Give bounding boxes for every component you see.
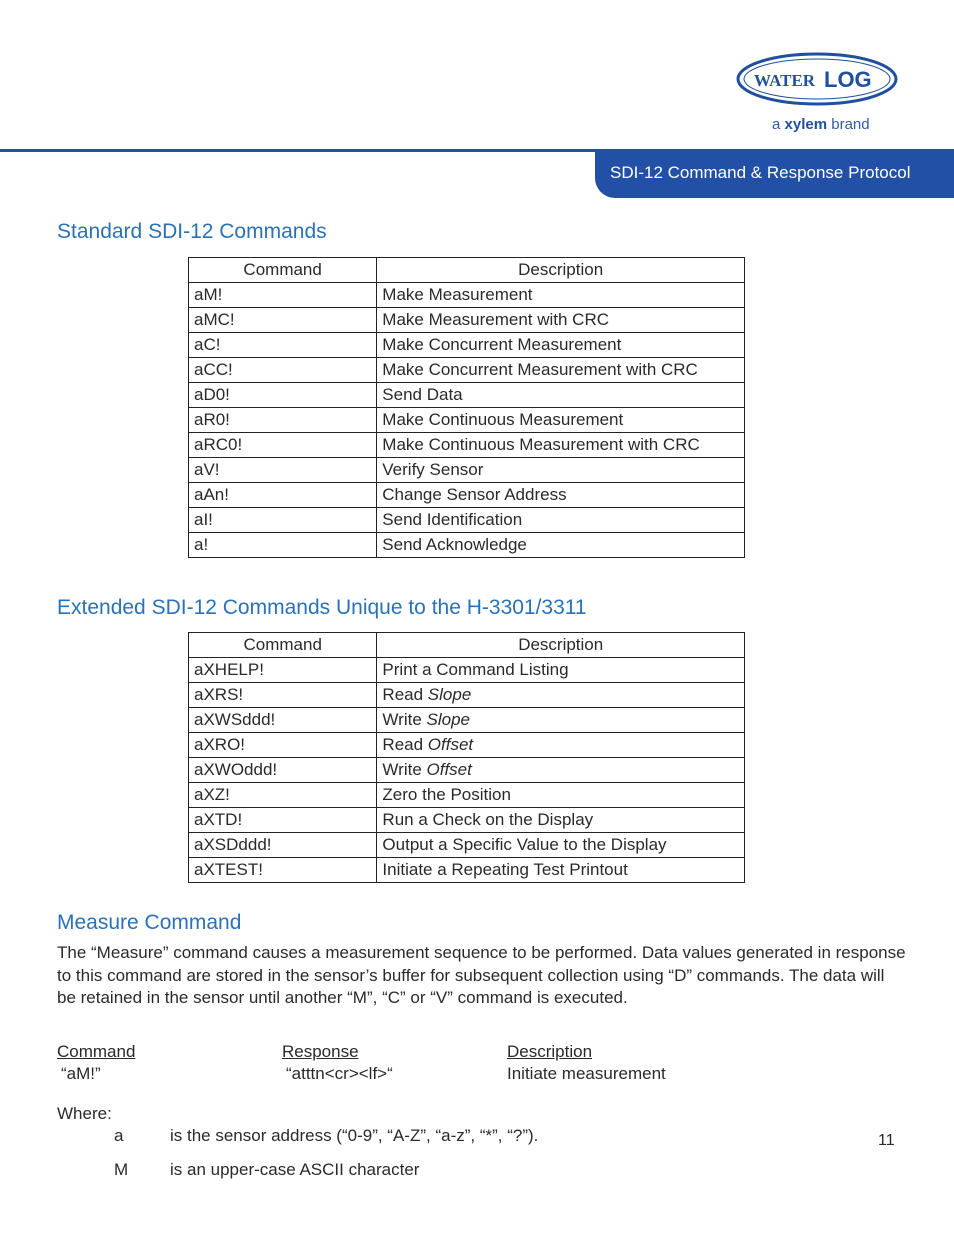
table-row <box>189 808 745 833</box>
description-italic-term: Offset <box>427 735 474 754</box>
measure-description-value: Initiate measurement <box>507 1064 666 1083</box>
table-row <box>189 333 745 358</box>
description-cell <box>377 533 745 558</box>
table-row <box>189 308 745 333</box>
description-italic-term: Offset <box>426 760 472 779</box>
description-cell <box>377 783 745 808</box>
table-row <box>189 733 745 758</box>
table-row <box>189 683 745 708</box>
tagline-prefix: a <box>772 116 781 133</box>
table-row <box>189 283 745 308</box>
measure-description-paragraph: The “Measure” command causes a measurement sequence to be performed. Data values generated in response to this command are stored in the sensor’s buffer for subsequent collection using “D” commands. The data will be retained in the sensor until another “M”, “C” or “V” command is executed. <box>57 943 906 1007</box>
table-row <box>189 383 745 408</box>
tagline-brand: xylem <box>784 116 828 133</box>
description-text: Write <box>382 710 427 729</box>
description-text: Send Identification <box>382 510 523 529</box>
description-text: Make Measurement with CRC <box>382 310 610 329</box>
description-text: Print a Command Listing <box>382 660 569 679</box>
table-row <box>189 433 745 458</box>
standard-commands-table <box>188 257 745 558</box>
command-cell: aXTD! <box>189 808 377 833</box>
logo-log-text: LOG <box>824 67 872 92</box>
description-text: Verify Sensor <box>382 460 484 479</box>
command-cell: aCC! <box>189 358 377 383</box>
description-text: Output a Specific Value to the Display <box>382 835 667 854</box>
waterlog-logo <box>736 52 898 106</box>
page-number: 11 <box>878 1132 895 1149</box>
where-text-m: is an upper-case ASCII character <box>170 1160 420 1179</box>
description-cell <box>377 758 745 783</box>
command-cell: aD0! <box>189 383 377 408</box>
command-cell: aMC! <box>189 308 377 333</box>
table-row <box>189 483 745 508</box>
tagline-suffix: brand <box>831 116 870 133</box>
command-cell: aXRS! <box>189 683 377 708</box>
measure-head-command: Command <box>57 1042 136 1061</box>
command-cell: a! <box>189 533 377 558</box>
description-text: Initiate a Repeating Test Printout <box>382 860 628 879</box>
description-cell <box>377 283 745 308</box>
description-cell <box>377 433 745 458</box>
table-header-row <box>189 258 745 283</box>
table-row <box>189 508 745 533</box>
description-cell <box>377 458 745 483</box>
where-label: Where: <box>57 1104 112 1123</box>
command-cell: aI! <box>189 508 377 533</box>
table-row <box>189 658 745 683</box>
command-cell: aR0! <box>189 408 377 433</box>
description-text: Make Continuous Measurement <box>382 410 624 429</box>
table-row <box>189 758 745 783</box>
command-cell: aXWOddd! <box>189 758 377 783</box>
table-row <box>189 833 745 858</box>
extended-commands-table <box>188 632 745 883</box>
description-cell <box>377 683 745 708</box>
table-row <box>189 858 745 883</box>
description-cell <box>377 658 745 683</box>
brand-tagline <box>772 116 870 133</box>
description-text: Send Acknowledge <box>382 535 527 554</box>
command-cell: aXTEST! <box>189 858 377 883</box>
measure-head-response: Response <box>282 1042 359 1061</box>
description-italic-term: Slope <box>426 710 470 729</box>
table-row <box>189 708 745 733</box>
description-text: Make Continuous Measurement with CRC <box>382 435 700 454</box>
command-cell: aXRO! <box>189 733 377 758</box>
description-text: Change Sensor Address <box>382 485 567 504</box>
command-cell: aXSDddd! <box>189 833 377 858</box>
measure-command-title: Measure Command <box>57 911 242 934</box>
table-header-row <box>189 633 745 658</box>
description-text: Run a Check on the Display <box>382 810 594 829</box>
description-text: Make Concurrent Measurement <box>382 335 622 354</box>
measure-response-value: “atttn<cr><lf>“ <box>286 1064 393 1083</box>
command-cell: aAn! <box>189 483 377 508</box>
command-cell: aC! <box>189 333 377 358</box>
command-cell: aXZ! <box>189 783 377 808</box>
description-cell <box>377 808 745 833</box>
header-tab: SDI-12 Command & Response Protocol <box>595 150 954 198</box>
description-cell <box>377 708 745 733</box>
description-cell <box>377 733 745 758</box>
description-text: Read <box>382 685 428 704</box>
table-row <box>189 408 745 433</box>
description-cell <box>377 508 745 533</box>
standard-commands-title: Standard SDI-12 Commands <box>57 220 327 243</box>
description-cell <box>377 308 745 333</box>
description-cell <box>377 333 745 358</box>
description-cell <box>377 408 745 433</box>
description-cell <box>377 358 745 383</box>
where-key-a: a <box>114 1126 124 1145</box>
description-text: Write <box>382 760 427 779</box>
table-row <box>189 458 745 483</box>
column-header-description: Description <box>377 258 745 283</box>
description-text: Zero the Position <box>382 785 511 804</box>
description-cell <box>377 483 745 508</box>
description-italic-term: Slope <box>427 685 472 704</box>
column-header-description: Description <box>377 633 745 658</box>
description-text: Read <box>382 735 428 754</box>
table-row <box>189 783 745 808</box>
description-text: Make Measurement <box>382 285 533 304</box>
logo-water-text: WATER <box>754 71 816 90</box>
where-text-a: is the sensor address (“0-9”, “A-Z”, “a-z”, “*”, “?”). <box>170 1126 539 1145</box>
command-cell: aV! <box>189 458 377 483</box>
command-cell: aXWSddd! <box>189 708 377 733</box>
extended-commands-title: Extended SDI-12 Commands Unique to the H-3301/3311 <box>57 596 587 619</box>
command-cell: aRC0! <box>189 433 377 458</box>
description-cell <box>377 833 745 858</box>
measure-command-value: “aM!” <box>61 1064 101 1083</box>
column-header-command: Command <box>189 633 377 658</box>
where-key-m: M <box>114 1160 129 1179</box>
description-cell <box>377 858 745 883</box>
description-cell <box>377 383 745 408</box>
command-cell: aXHELP! <box>189 658 377 683</box>
measure-head-description: Description <box>507 1042 593 1061</box>
command-cell: aM! <box>189 283 377 308</box>
table-row <box>189 358 745 383</box>
description-text: Send Data <box>382 385 463 404</box>
table-row <box>189 533 745 558</box>
column-header-command: Command <box>189 258 377 283</box>
description-text: Make Concurrent Measurement with CRC <box>382 360 698 379</box>
